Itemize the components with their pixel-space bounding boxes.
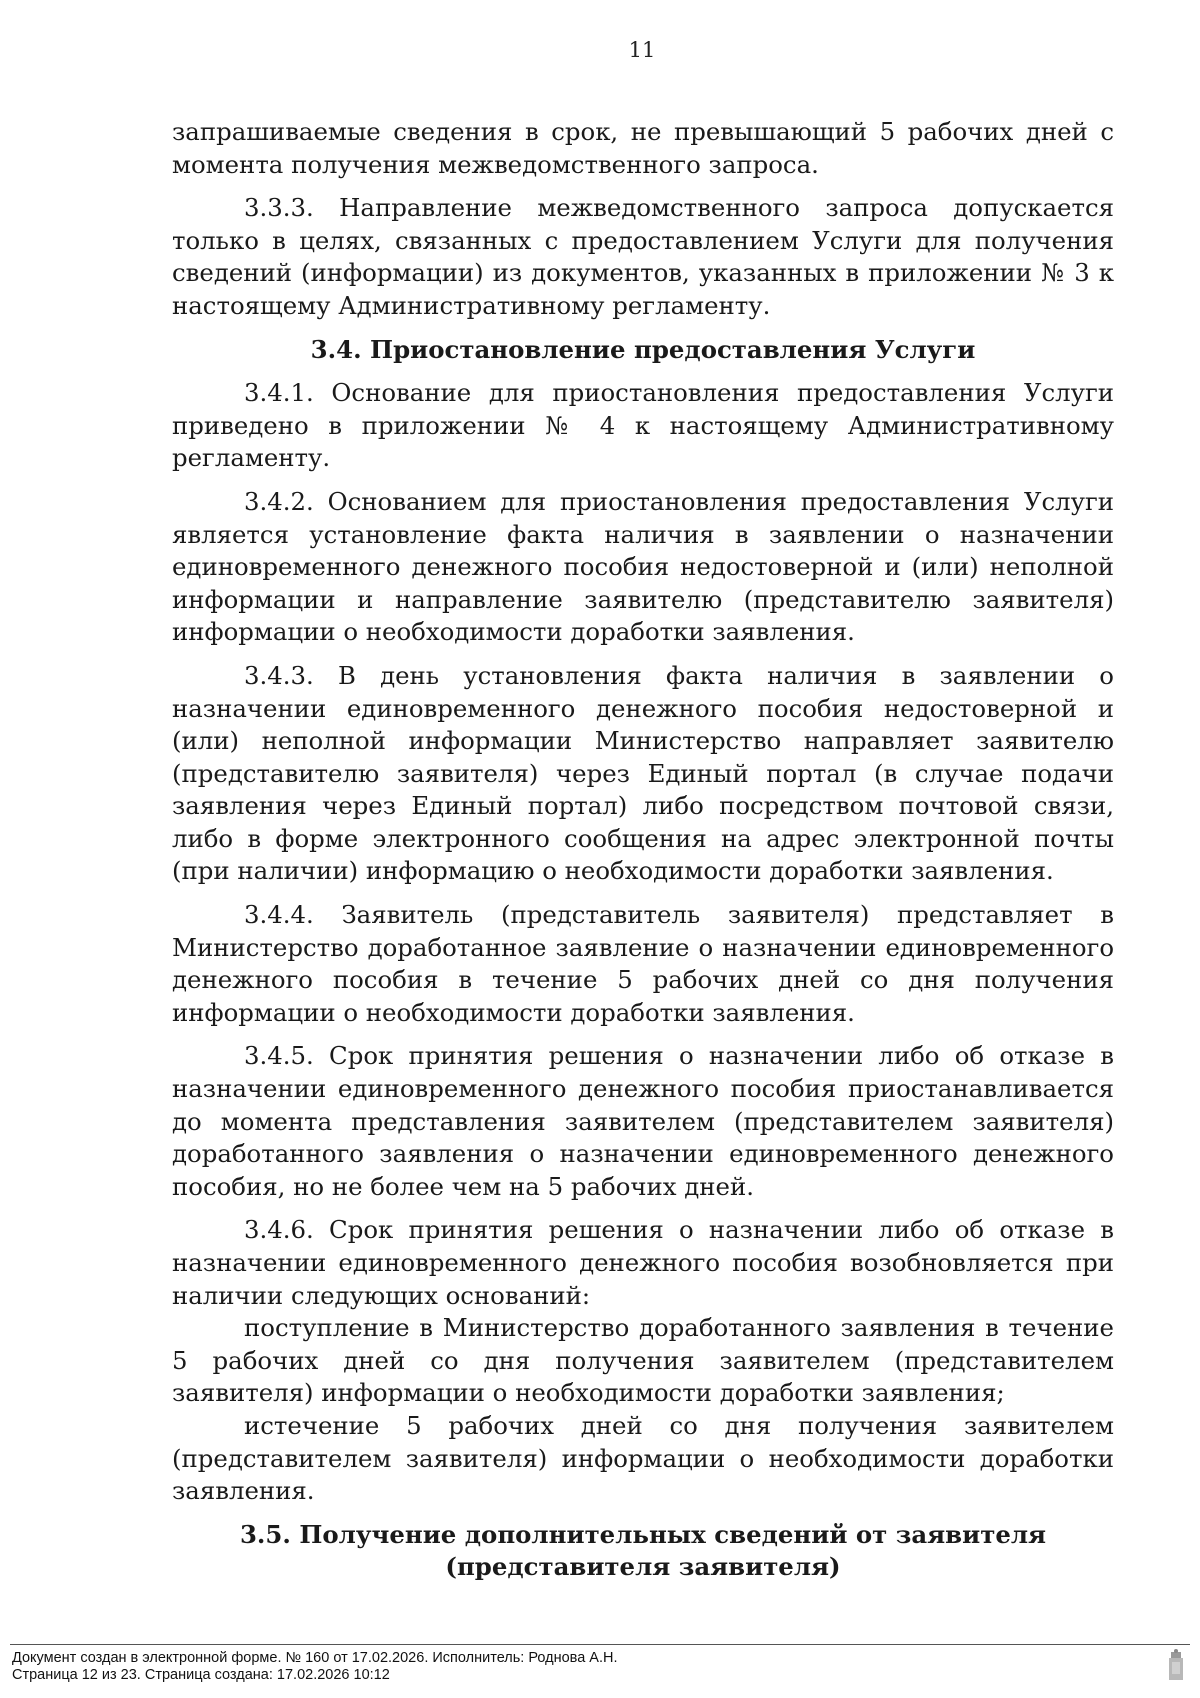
footer-divider bbox=[10, 1644, 1190, 1645]
footer-line-2: Страница 12 из 23. Страница создана: 17.02.2026 10:12 bbox=[12, 1667, 390, 1683]
paragraph-3-4-6-item-1: поступление в Министерство доработанного заявления в течение 5 рабочих дней со дня получения заявителем (представителем заявителя) информации о необходимости доработки заявления; bbox=[172, 1313, 1114, 1408]
footer-line-1: Документ создан в электронной форме. № 160 от 17.02.2026. Исполнитель: Роднова А.Н. bbox=[12, 1650, 618, 1666]
paragraph-3-3-3: 3.3.3. Направление межведомственного запроса допускается только в целях, связанных с предоставлением Услуги для получения сведений (информации) из документов, указанных в приложении № 3 к настоящему Административному регламенту. bbox=[172, 193, 1114, 320]
document-footer bbox=[0, 1640, 1200, 1698]
paragraph-3-4-3: 3.4.3. В день установления факта наличия в заявлении о назначении единовременного денежного пособия недостоверной и (или) неполной информации Министерство направляет заявителю (представителю заявителя) через Единый портал (в случае подачи заявления через Единый портал) либо посредством почтовой связи, либо в форме электронного сообщения на адрес электронной почты (при наличии) информацию о необходимости доработки заявления. bbox=[172, 660, 1114, 886]
section-heading-3-4: 3.4. Приостановление предоставления Услуги bbox=[310, 334, 976, 364]
footer-text bbox=[12, 1650, 618, 1684]
emblem-icon bbox=[1166, 1648, 1186, 1684]
paragraph-3-4-2: 3.4.2. Основанием для приостановления предоставления Услуги является установление факта наличия в заявлении о назначении единовременного денежного пособия недостоверной и (или) неполной информации и направление заявителю (представителю заявителя) информации о необходимости доработки заявления. bbox=[172, 486, 1114, 647]
paragraph-3-4-1: 3.4.1. Основание для приостановления предоставления Услуги приведено в приложении № 4 к настоящему Административному регламенту. bbox=[172, 378, 1114, 473]
paragraph-3-4-6-item-2: истечение 5 рабочих дней со дня получения заявителем (представителем заявителя) информации о необходимости доработки заявления. bbox=[172, 1410, 1114, 1506]
paragraph-3-4-4: 3.4.4. Заявитель (представитель заявителя) представляет в Министерство доработанное заявление о назначении единовременного денежного пособия в течение 5 рабочих дней со дня получения информации о необходимости доработки заявления. bbox=[172, 900, 1114, 1027]
paragraph-continuation: запрашиваемые сведения в срок, не превышающий 5 рабочих дней с момента получения межведомственного запроса. bbox=[172, 117, 1114, 179]
paragraph-3-4-5: 3.4.5. Срок принятия решения о назначении либо об отказе в назначении единовременного денежного пособия приостанавливается до момента представления заявителем (представителем заявителя) доработанного заявления о назначении единовременного денежного пособия, но не более чем на 5 рабочих дней. bbox=[172, 1041, 1114, 1201]
document-body bbox=[172, 116, 1114, 1595]
paragraph-3-4-6: 3.4.6. Срок принятия решения о назначении либо об отказе в назначении единовременного денежного пособия возобновляется при наличии следующих оснований: bbox=[172, 1215, 1114, 1310]
page-number: 11 bbox=[628, 38, 656, 62]
section-heading-3-5: 3.5. Получение дополнительных сведений от заявителя (представителя заявителя) bbox=[239, 1519, 1047, 1582]
